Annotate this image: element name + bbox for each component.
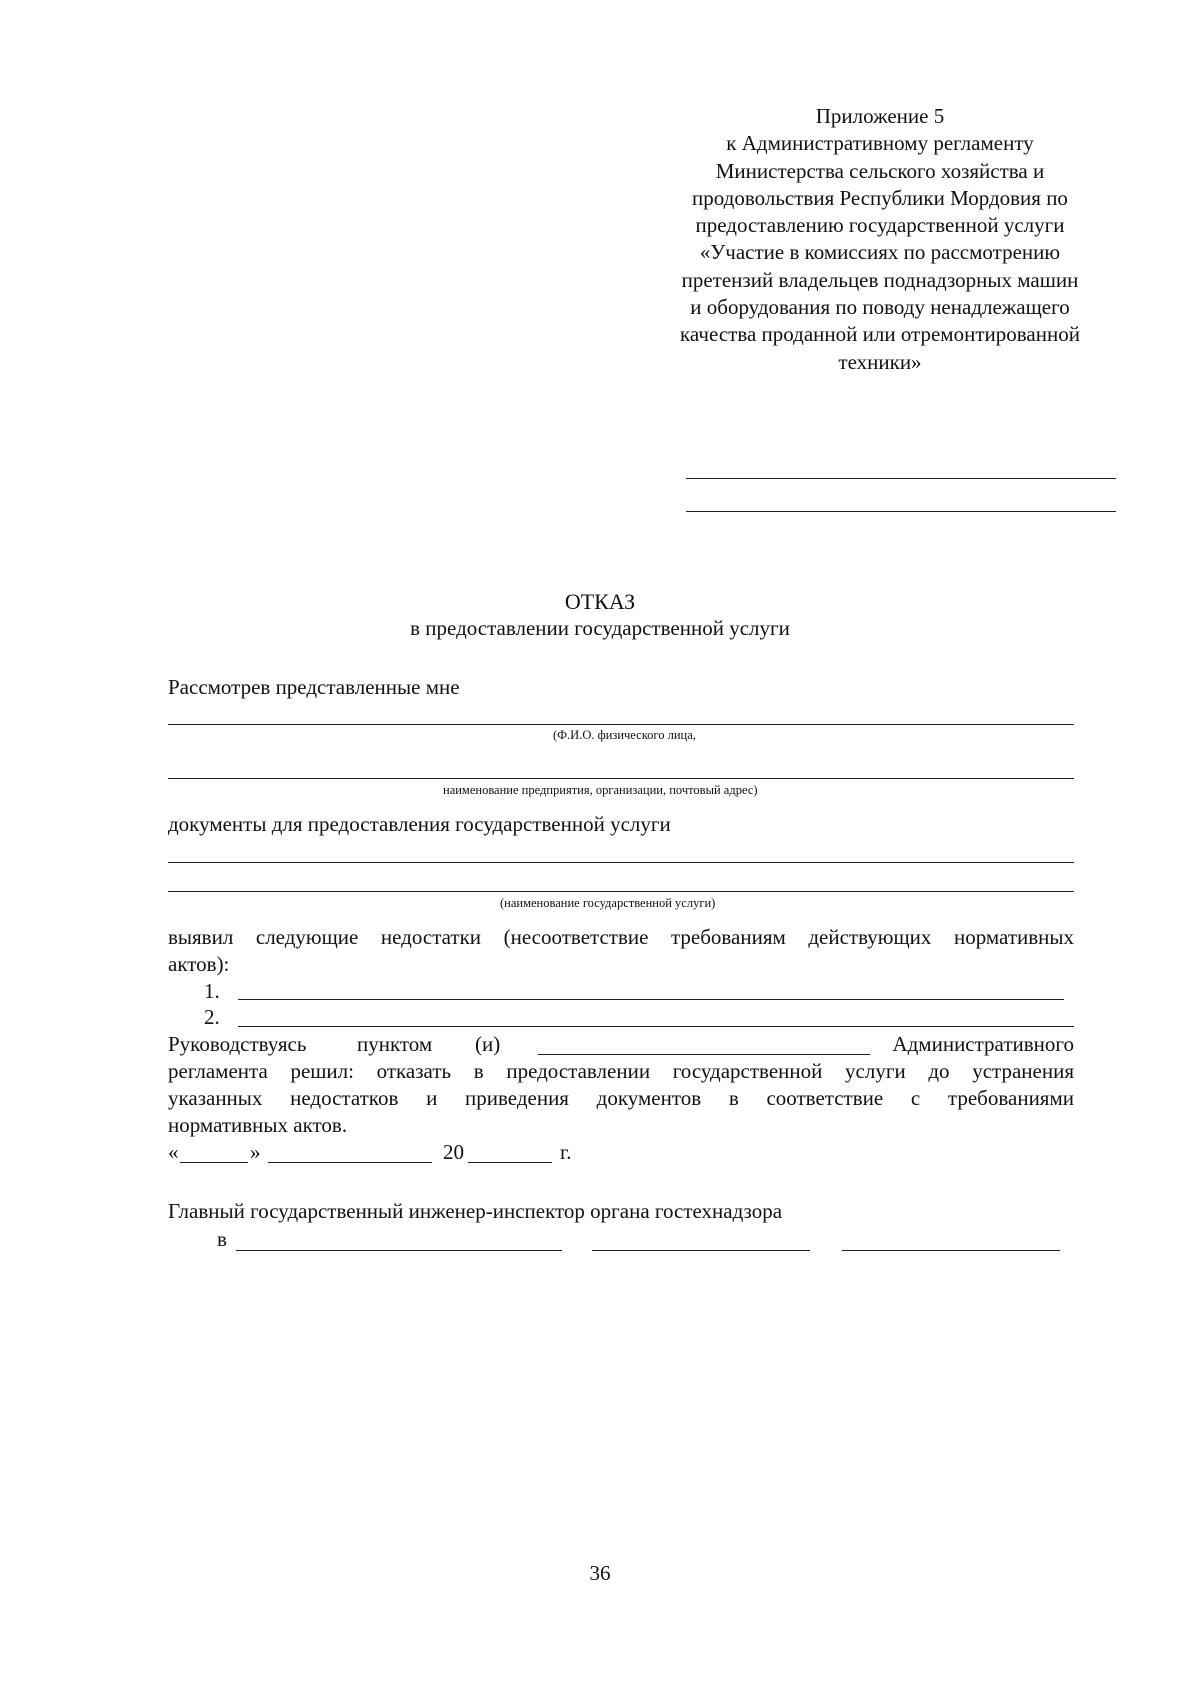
date-month-blank[interactable]	[268, 1162, 432, 1163]
fio-blank-line[interactable]	[168, 724, 1074, 725]
inspector-in-label: в	[217, 1227, 227, 1251]
service-blank-line-2[interactable]	[168, 891, 1074, 892]
deficiency-blank-line-2[interactable]	[238, 1026, 1074, 1027]
found-deficiencies-line-1: выявил следующие недостатки (несоответствие требованиям действующих нормативных	[168, 925, 1074, 949]
decision-line-3: нормативных актов.	[168, 1113, 348, 1137]
inspector-signature-blank[interactable]	[592, 1250, 810, 1251]
addressee-line-2[interactable]	[686, 511, 1116, 512]
guided-word-4: Административного	[892, 1032, 1074, 1056]
found-deficiencies-line-2: актов):	[168, 952, 230, 976]
date-year-prefix: 20	[443, 1140, 464, 1164]
point-blank-line[interactable]	[538, 1054, 870, 1055]
org-blank-line[interactable]	[168, 778, 1074, 779]
date-year-blank[interactable]	[468, 1162, 552, 1163]
appendix-line: претензий владельцев поднадзорных машин	[681, 267, 1079, 292]
document-subtitle: в предоставлении государственной услуги	[410, 616, 790, 640]
appendix-line: к Административному регламенту	[726, 131, 1034, 156]
page-number: 36	[589, 1561, 611, 1585]
appendix-line: и оборудования по поводу ненадлежащего	[690, 295, 1070, 320]
document-title: ОТКАЗ	[564, 589, 636, 614]
guided-word-1: Руководствуясь	[168, 1032, 307, 1056]
appendix-line: продовольствия Республики Мордовия по	[692, 185, 1068, 210]
appendix-line: качества проданной или отремонтированной	[680, 322, 1080, 347]
caption-org: наименование предприятия, организации, почтовый адрес)	[443, 783, 758, 797]
date-year-suffix: г.	[560, 1140, 572, 1164]
caption-service: (наименование государственной услуги)	[500, 896, 716, 910]
date-close-quote: »	[250, 1140, 261, 1164]
date-open-quote: «	[168, 1140, 179, 1164]
guided-word-3: (и)	[475, 1032, 501, 1056]
date-day-blank[interactable]	[180, 1162, 248, 1163]
inspector-organ-blank[interactable]	[236, 1250, 562, 1251]
inspector-name-blank[interactable]	[842, 1250, 1060, 1251]
considered-text: Рассмотрев представленные мне	[168, 675, 460, 699]
appendix-line: техники»	[838, 349, 922, 374]
decision-line-2: указанных недостатков и приведения документов в соответствие с требованиями	[168, 1086, 1074, 1110]
addressee-line-1[interactable]	[686, 478, 1116, 479]
appendix-line: Приложение 5	[815, 104, 945, 128]
inspector-title: Главный государственный инженер-инспектор органа гостехнадзора	[168, 1199, 783, 1223]
caption-fio: (Ф.И.О. физического лица,	[553, 728, 696, 742]
appendix-line: Министерства сельского хозяйства и	[715, 158, 1045, 183]
appendix-line: «Участие в комиссиях по рассмотрению	[699, 240, 1061, 265]
decision-line-1: регламента решил: отказать в предоставлении государственной услуги до устранения	[168, 1059, 1074, 1083]
list-item-number-1: 1.	[204, 979, 220, 1003]
documents-text: документы для предоставления государственной услуги	[168, 812, 671, 836]
service-blank-line-1[interactable]	[168, 862, 1074, 863]
guided-word-2: пунктом	[357, 1032, 433, 1056]
deficiency-blank-line-1[interactable]	[238, 999, 1064, 1000]
appendix-header	[630, 103, 1130, 376]
list-item-number-2: 2.	[204, 1005, 220, 1029]
appendix-line: предоставлению государственной услуги	[695, 213, 1065, 238]
